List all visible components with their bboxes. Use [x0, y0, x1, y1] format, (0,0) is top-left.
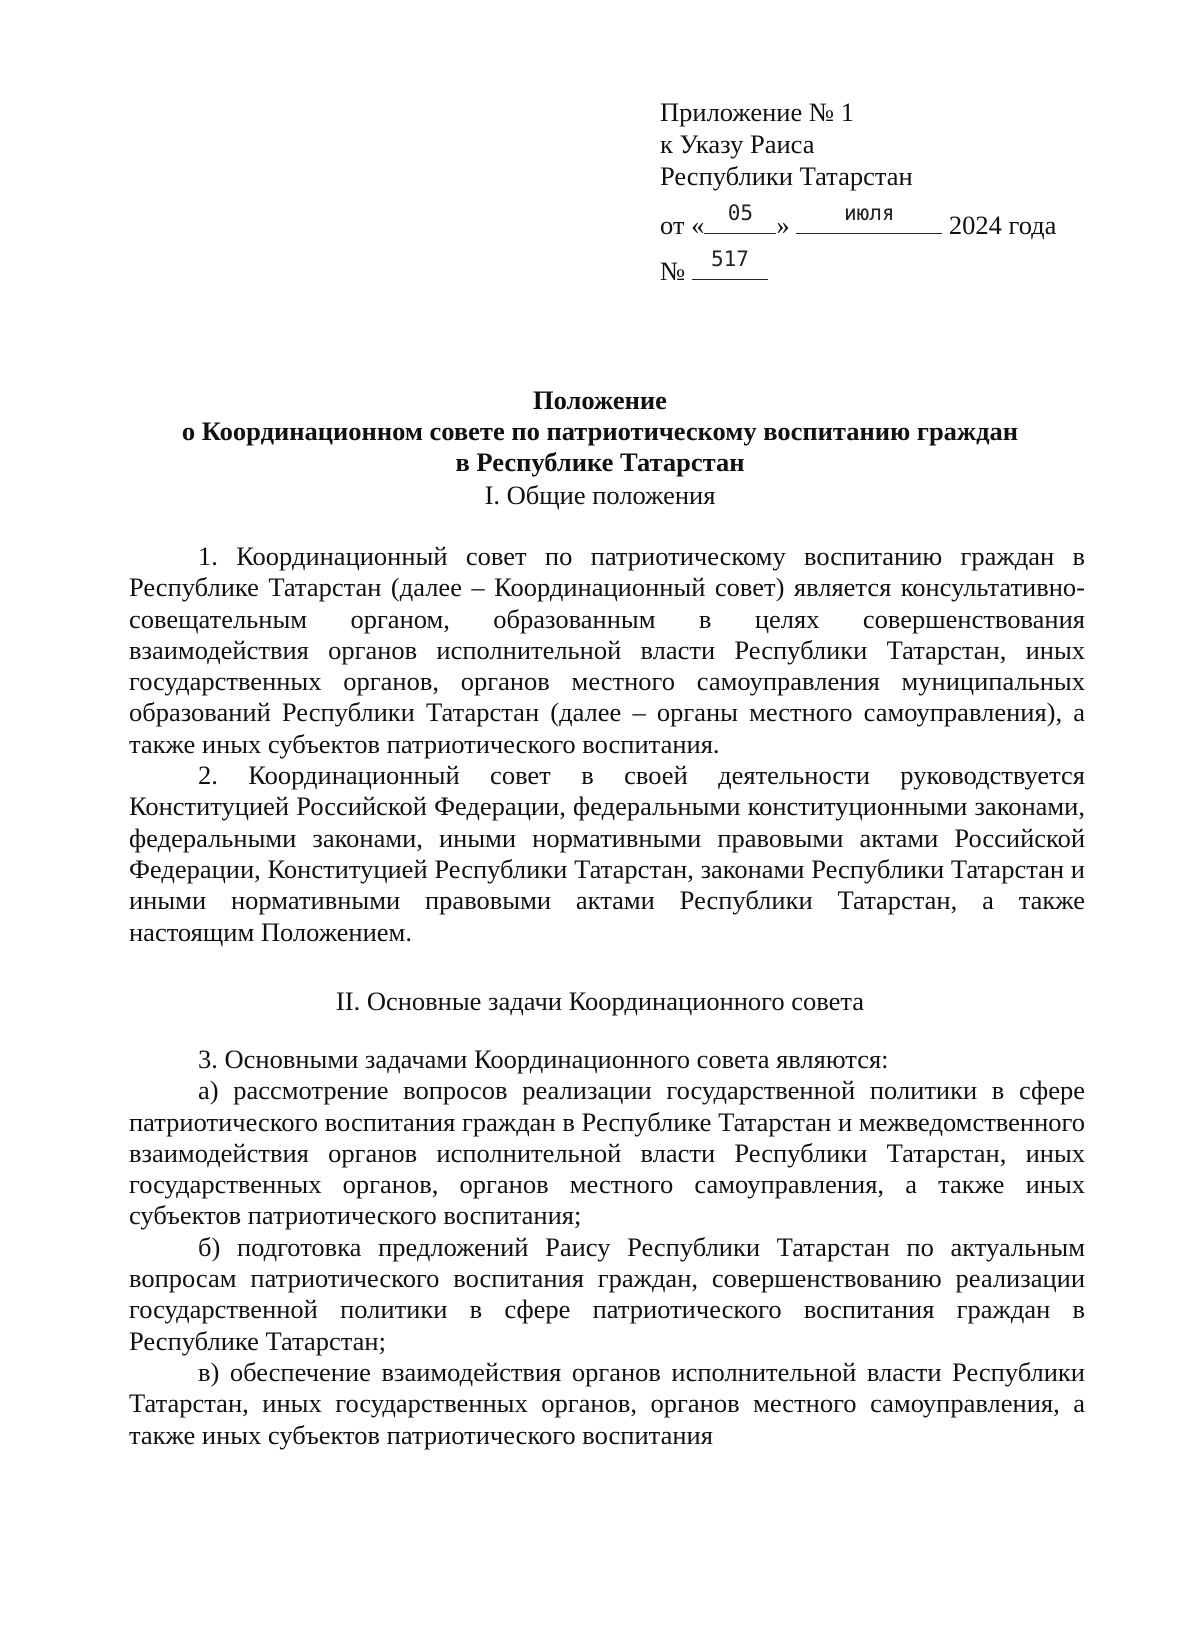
date-year: 2024 года: [948, 210, 1057, 240]
appendix-line-2: к Указу Раиса: [660, 129, 815, 159]
title-line-3: в Республике Татарстан: [455, 447, 745, 477]
number-prefix: №: [660, 256, 686, 286]
date-day: 05: [727, 201, 753, 225]
number-value: 517: [710, 247, 749, 271]
title-line-2: о Координационном совете по патриотическому воспитанию граждан: [181, 416, 1019, 446]
paragraph-2: 2. Координационный совет в своей деятельности руководствуется Конституцией Российской Федерации, федеральными конституционными законами, федеральными законами, иными нормативными правовыми актами Российской Федерации, Конституцией Республики Татарстан, законами Республики Татарстан и иными нормативными правовыми актами Республики Татарстан, а также настоящим Положением.: [129, 760, 1085, 947]
date-mid: »: [776, 210, 790, 240]
number-field: [692, 247, 768, 280]
section-2-heading: II. Основные задачи Координационного совета: [335, 986, 865, 1016]
appendix-header: [660, 96, 1100, 192]
paragraph-3c: в) обеспечение взаимодействия органов исполнительной власти Республики Татарстан, иных государственных органов, органов местного самоуправления, а также иных субъектов патриотического воспитания: [129, 1356, 1085, 1450]
date-month-field: [796, 201, 942, 234]
decree-number: [660, 247, 768, 287]
paragraph-3a: а) рассмотрение вопросов реализации государственной политики в сфере патриотического воспитания граждан в Республике Татарстан и межведомственного взаимодействия органов исполнительной власти Республики Татарстан, иных государственных органов, органов местного самоуправления, а также иных субъектов патриотического воспитания;: [129, 1075, 1085, 1231]
paragraph-1: 1. Координационный совет по патриотическому воспитанию граждан в Республике Татарстан (далее – Координационный совет) является консультативно-совещательным органом, образованным в целях совершенствования взаимодействия органов исполнительной власти Республики Татарстан, иных государственных органов, органов местного самоуправления муниципальных образований Республики Татарстан (далее – органы местного самоуправления), а также иных субъектов патриотического воспитания.: [129, 541, 1085, 759]
appendix-line-1: Приложение № 1: [660, 97, 855, 127]
appendix-line-3: Республики Татарстан: [660, 161, 913, 191]
paragraph-3b: б) подготовка предложений Раису Республики Татарстан по актуальным вопросам патриотического воспитания граждан, совершенствованию реализации государственной политики в сфере патриотического воспитания граждан в Республике Татарстан;: [129, 1231, 1085, 1356]
date-month: июля: [843, 201, 895, 225]
date-day-field: [704, 201, 776, 234]
document-title: [60, 385, 1140, 478]
title-line-1: Положение: [533, 385, 667, 415]
date-prefix: от «: [660, 210, 705, 240]
section-1-heading: I. Общие положения: [484, 480, 716, 510]
section-2-body: [129, 1044, 1085, 1451]
section-1-body: [129, 541, 1085, 948]
decree-date: [660, 201, 1057, 241]
paragraph-3: 3. Основными задачами Координационного совета являются:: [198, 1044, 889, 1074]
